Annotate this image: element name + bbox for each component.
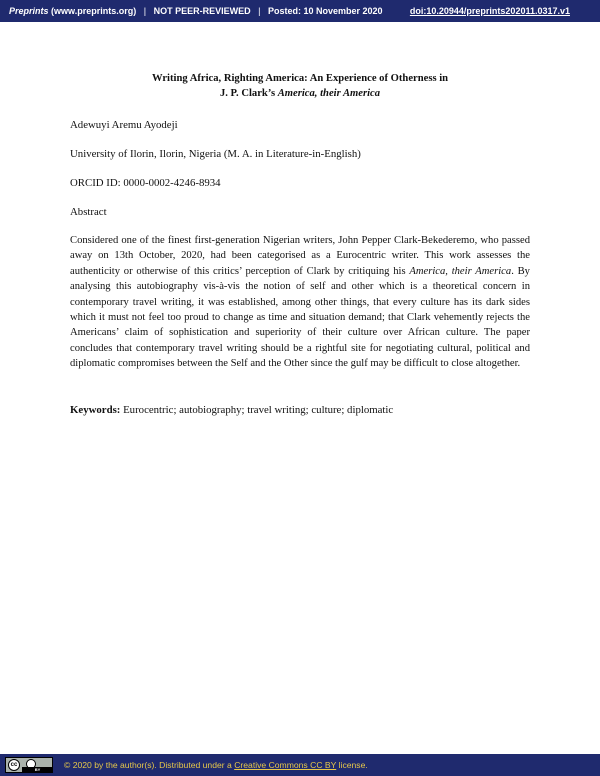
header-info <box>9 6 383 16</box>
keywords-label: Keywords: <box>70 404 121 416</box>
license-link[interactable]: Creative Commons CC BY <box>234 760 337 770</box>
by-label: BY <box>22 767 53 772</box>
posted-date: Posted: 10 November 2020 <box>267 6 383 16</box>
preprints-site-link[interactable]: (www.preprints.org) <box>51 6 137 16</box>
title-line-2: J. P. Clark’s America, their America <box>219 88 381 99</box>
cc-icon: cc <box>8 759 20 771</box>
keywords <box>70 403 530 417</box>
copyright-notice: © 2020 by the author(s). Distributed under a Creative Commons CC BY license. <box>64 760 368 770</box>
preprint-header-bar <box>0 0 600 22</box>
keywords-list: Eurocentric; autobiography; travel writing; culture; diplomatic <box>120 404 394 416</box>
header-separator: | <box>143 6 147 16</box>
doi-link[interactable]: doi:10.20944/preprints202011.0317.v1 <box>409 6 570 16</box>
cc-by-license-icon[interactable] <box>5 757 53 773</box>
title-line-1: Writing Africa, Righting America: An Experience of Otherness in <box>151 73 449 84</box>
author-name: Adewuyi Aremu Ayodeji <box>70 119 178 131</box>
license-footer-bar <box>0 754 600 776</box>
abstract-text: Considered one of the finest first-generation Nigerian writers, John Pepper Clark-Bekederemo, who passed away on 13th October, 2020, had been categorised as a Eurocentric writer. This work assesses the authenticity or otherwise of this critics’ perception of Clark by critiquing his America, their America. By analysing this autobiography vis-à-vis the notion of self and other which is a theoretical concern in contemporary travel writing, it was established, among other things, that every culture has its dark sides which it must not feel too proud to change as time and situation demand; that Clark vehemently rejects the Americans’ claim of sophistication and superiority of their culture over African culture. The paper concludes that contemporary travel writing should be a rightful site for negotiating cultural, political and diplomatic compromises between the Self and the Other since the gulf may be difficult to close altogether. <box>70 235 530 370</box>
review-status: NOT PEER-REVIEWED <box>153 6 251 16</box>
book-title-inline: America, their America <box>409 265 512 277</box>
abstract-heading: Abstract <box>70 206 107 218</box>
header-separator: | <box>258 6 261 16</box>
affiliation: University of Ilorin, Ilorin, Nigeria (M. A. in Literature-in-English) <box>70 148 361 160</box>
book-title: America, their America <box>277 88 381 99</box>
orcid-id: ORCID ID: 0000-0002-4246-8934 <box>70 177 221 189</box>
preprints-brand: Preprints <box>9 6 49 16</box>
paper-title <box>60 71 540 101</box>
